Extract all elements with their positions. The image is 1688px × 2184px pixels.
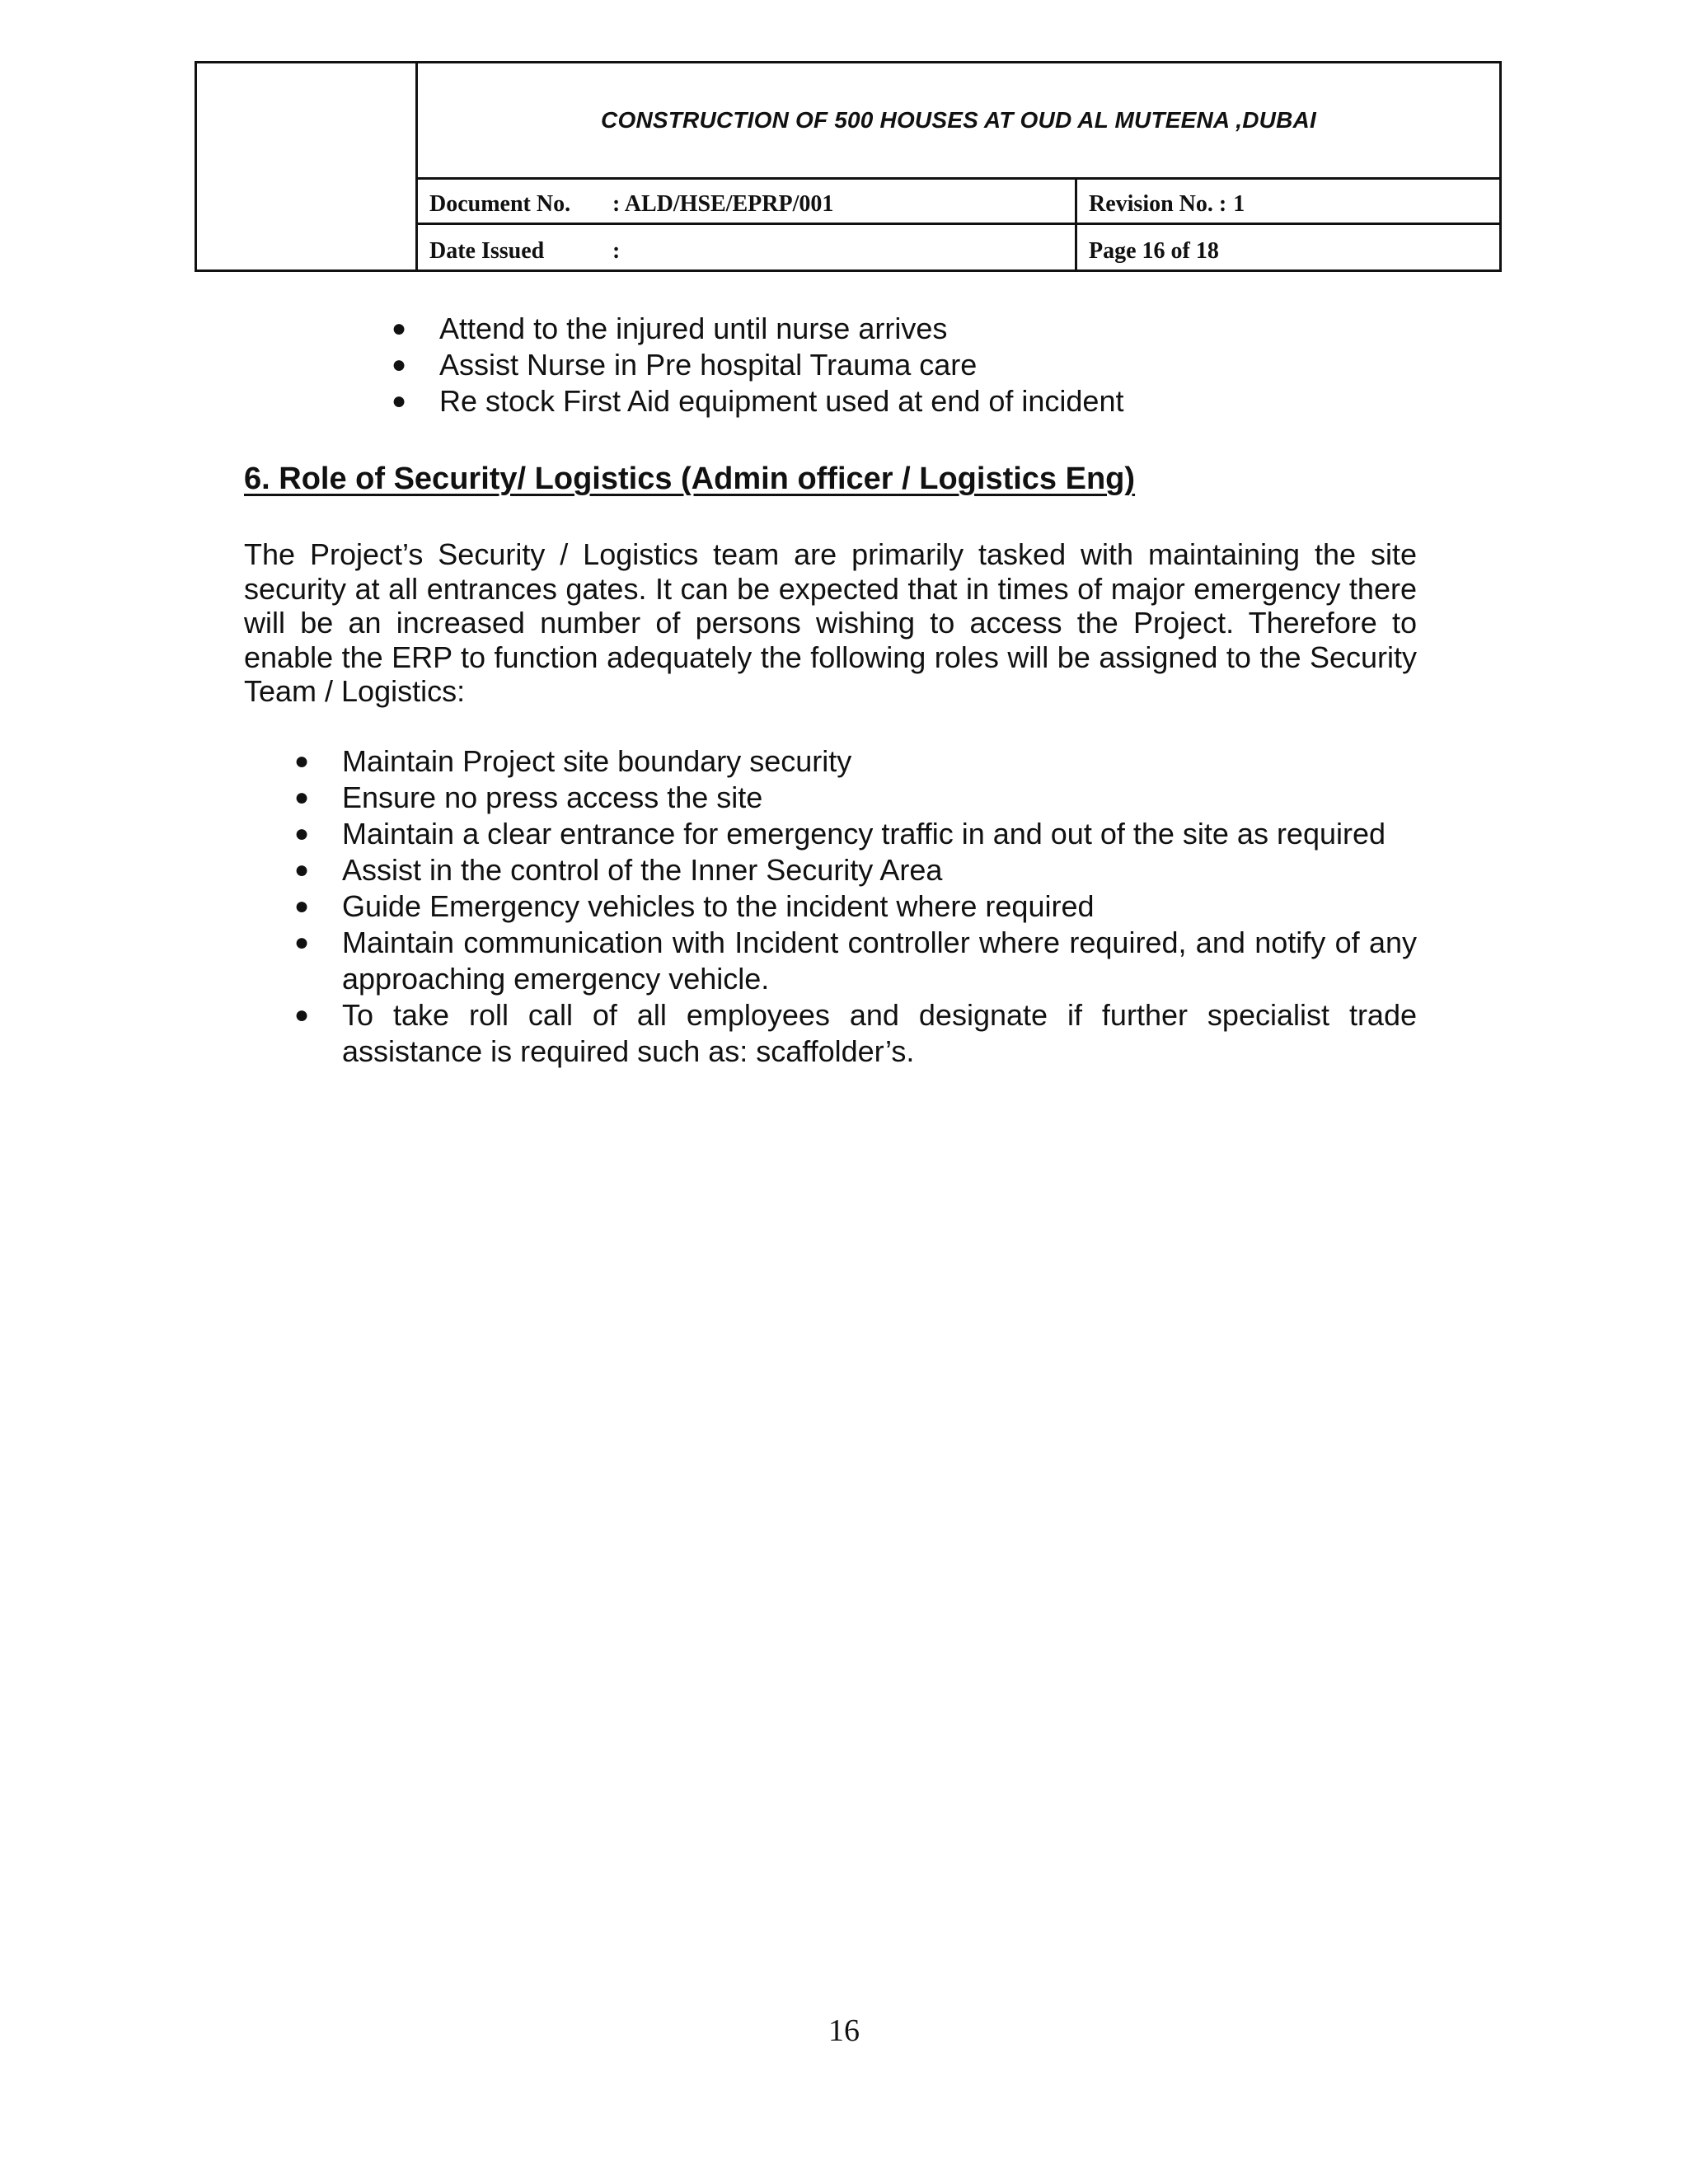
document-number-label: Document No. xyxy=(429,191,571,217)
section-paragraph: The Project’s Security / Logistics team are primarily tasked with maintaining the site security at all entrances gates. It can be expected that in times of major emergency there will be an increased number of persons wishing to access the Project. Therefore to enable the ERP to function adequately the following roles will be assigned to the Security Team / Logistics: xyxy=(244,537,1417,708)
bullet-icon: ● xyxy=(294,1001,310,1029)
page-info: Page 16 of 18 xyxy=(1089,238,1219,264)
bullet-icon: ● xyxy=(294,820,310,847)
date-issued-value: : xyxy=(612,238,621,264)
list-item: ● Maintain a clear entrance for emergency traffic in and out of the site as required xyxy=(294,817,1386,851)
section-heading: 6. Role of Security/ Logistics (Admin officer / Logistics Eng) xyxy=(244,462,1136,496)
list-item: ● Maintain communication with Incident controller where required, and notify of any approaching emergency vehicle. xyxy=(294,926,1417,996)
bullet-icon: ● xyxy=(294,856,310,883)
bullet-icon: ● xyxy=(294,748,310,775)
bullet-icon: ● xyxy=(294,929,310,956)
meta-row-document xyxy=(418,180,1499,225)
list-item: ● Assist Nurse in Pre hospital Trauma care xyxy=(392,348,978,382)
revision-label: Revision No. : xyxy=(1089,191,1227,217)
date-issued-label: Date Issued xyxy=(429,238,545,264)
logo-cell xyxy=(197,63,418,269)
list-item: ● Maintain Project site boundary security xyxy=(294,744,852,778)
document-number-value: : ALD/HSE/EPRP/001 xyxy=(612,191,834,217)
list-item: ● Attend to the injured until nurse arrives xyxy=(392,312,948,345)
bullet-icon: ● xyxy=(294,893,310,920)
bullet-icon: ● xyxy=(392,387,407,415)
list-item: ● To take roll call of all employees and designate if further specialist trade assistance is required such as: scaffolder’s. xyxy=(294,998,1417,1068)
document-number-cell xyxy=(418,180,1077,223)
page-number: 16 xyxy=(828,2013,860,2048)
project-title: CONSTRUCTION OF 500 HOUSES AT OUD AL MUTEENA ,DUBAI xyxy=(418,63,1499,180)
list-item: ● Guide Emergency vehicles to the incident where required xyxy=(294,889,1095,923)
page-info-cell xyxy=(1077,225,1499,269)
bullet-icon: ● xyxy=(392,315,407,342)
security-roles-bullet-list xyxy=(294,743,1417,1070)
bullet-icon: ● xyxy=(294,784,310,811)
revision-cell xyxy=(1077,180,1499,223)
list-item: ● Re stock First Aid equipment used at end of incident xyxy=(392,384,1124,418)
meta-row-date xyxy=(418,225,1499,269)
date-issued-cell xyxy=(418,225,1077,269)
first-aid-bullet-list xyxy=(392,311,1428,419)
revision-value: 1 xyxy=(1233,191,1245,217)
header-info xyxy=(418,63,1499,269)
bullet-icon: ● xyxy=(392,351,407,378)
document-header-table xyxy=(195,61,1502,272)
list-item: ● Assist in the control of the Inner Security Area xyxy=(294,853,943,887)
list-item: ● Ensure no press access the site xyxy=(294,780,763,814)
